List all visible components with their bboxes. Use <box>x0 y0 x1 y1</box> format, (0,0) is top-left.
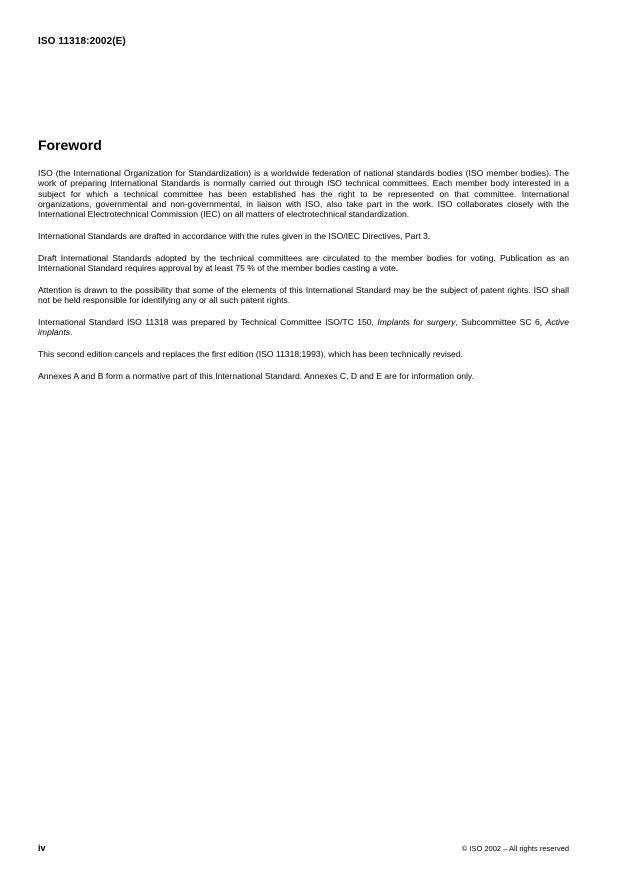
paragraph-voting: Draft International Standards adopted by the technical committees are circulated to the member bodies for voting. Publication as an International Standard requires approval by at least 75 % of the member bodies casting a vote. <box>38 252 569 274</box>
section-title: Foreword <box>38 137 102 153</box>
paragraph-iso-overview: ISO (the International Organization for Standardization) is a worldwide federation of national standards bodies (ISO member bodies). The work of preparing International Standards is normally carried out through ISO technical committees. Each member body interested in a subject for which a technical committee has been established has the right to be represented on that committee. International organizations, governmental and non-governmental, in liaison with ISO, also take part in the work. ISO collaborates closely with the International Electrotechnical Commission (IEC) on all matters of electrotechnical standardization. <box>38 168 569 220</box>
committee-text-1: International Standard ISO 11318 was prepared by Technical Committee ISO/TC 150, <box>38 316 378 327</box>
paragraph-patent-rights: Attention is drawn to the possibility that some of the elements of this International Standard may be the subject of patent rights. ISO shall not be held responsible for identifying any or all such patent rights. <box>38 284 569 306</box>
committee-text-2: , Subcommittee SC 6, <box>455 316 546 327</box>
paragraph-annexes: Annexes A and B form a normative part of this International Standard. Annexes C, D and E are for information only. <box>38 370 474 381</box>
copyright-notice: © ISO 2002 – All rights reserved <box>461 844 569 853</box>
committee-name: Implants for surgery <box>377 316 456 327</box>
subcommittee-name: Active implants <box>38 316 569 338</box>
paragraph-drafting-rules: International Standards are drafted in accordance with the rules given in the ISO/IEC Directives, Part 3. <box>38 230 431 241</box>
paragraph-edition: This second edition cancels and replaces the first edition (ISO 11318:1993), which has been technically revised. <box>38 349 463 360</box>
foreword-body <box>38 168 569 393</box>
committee-text-3: . <box>70 327 73 338</box>
page-number: iv <box>38 843 46 853</box>
document-id-header: ISO 11318:2002(E) <box>38 36 126 47</box>
paragraph-committee <box>38 317 569 338</box>
